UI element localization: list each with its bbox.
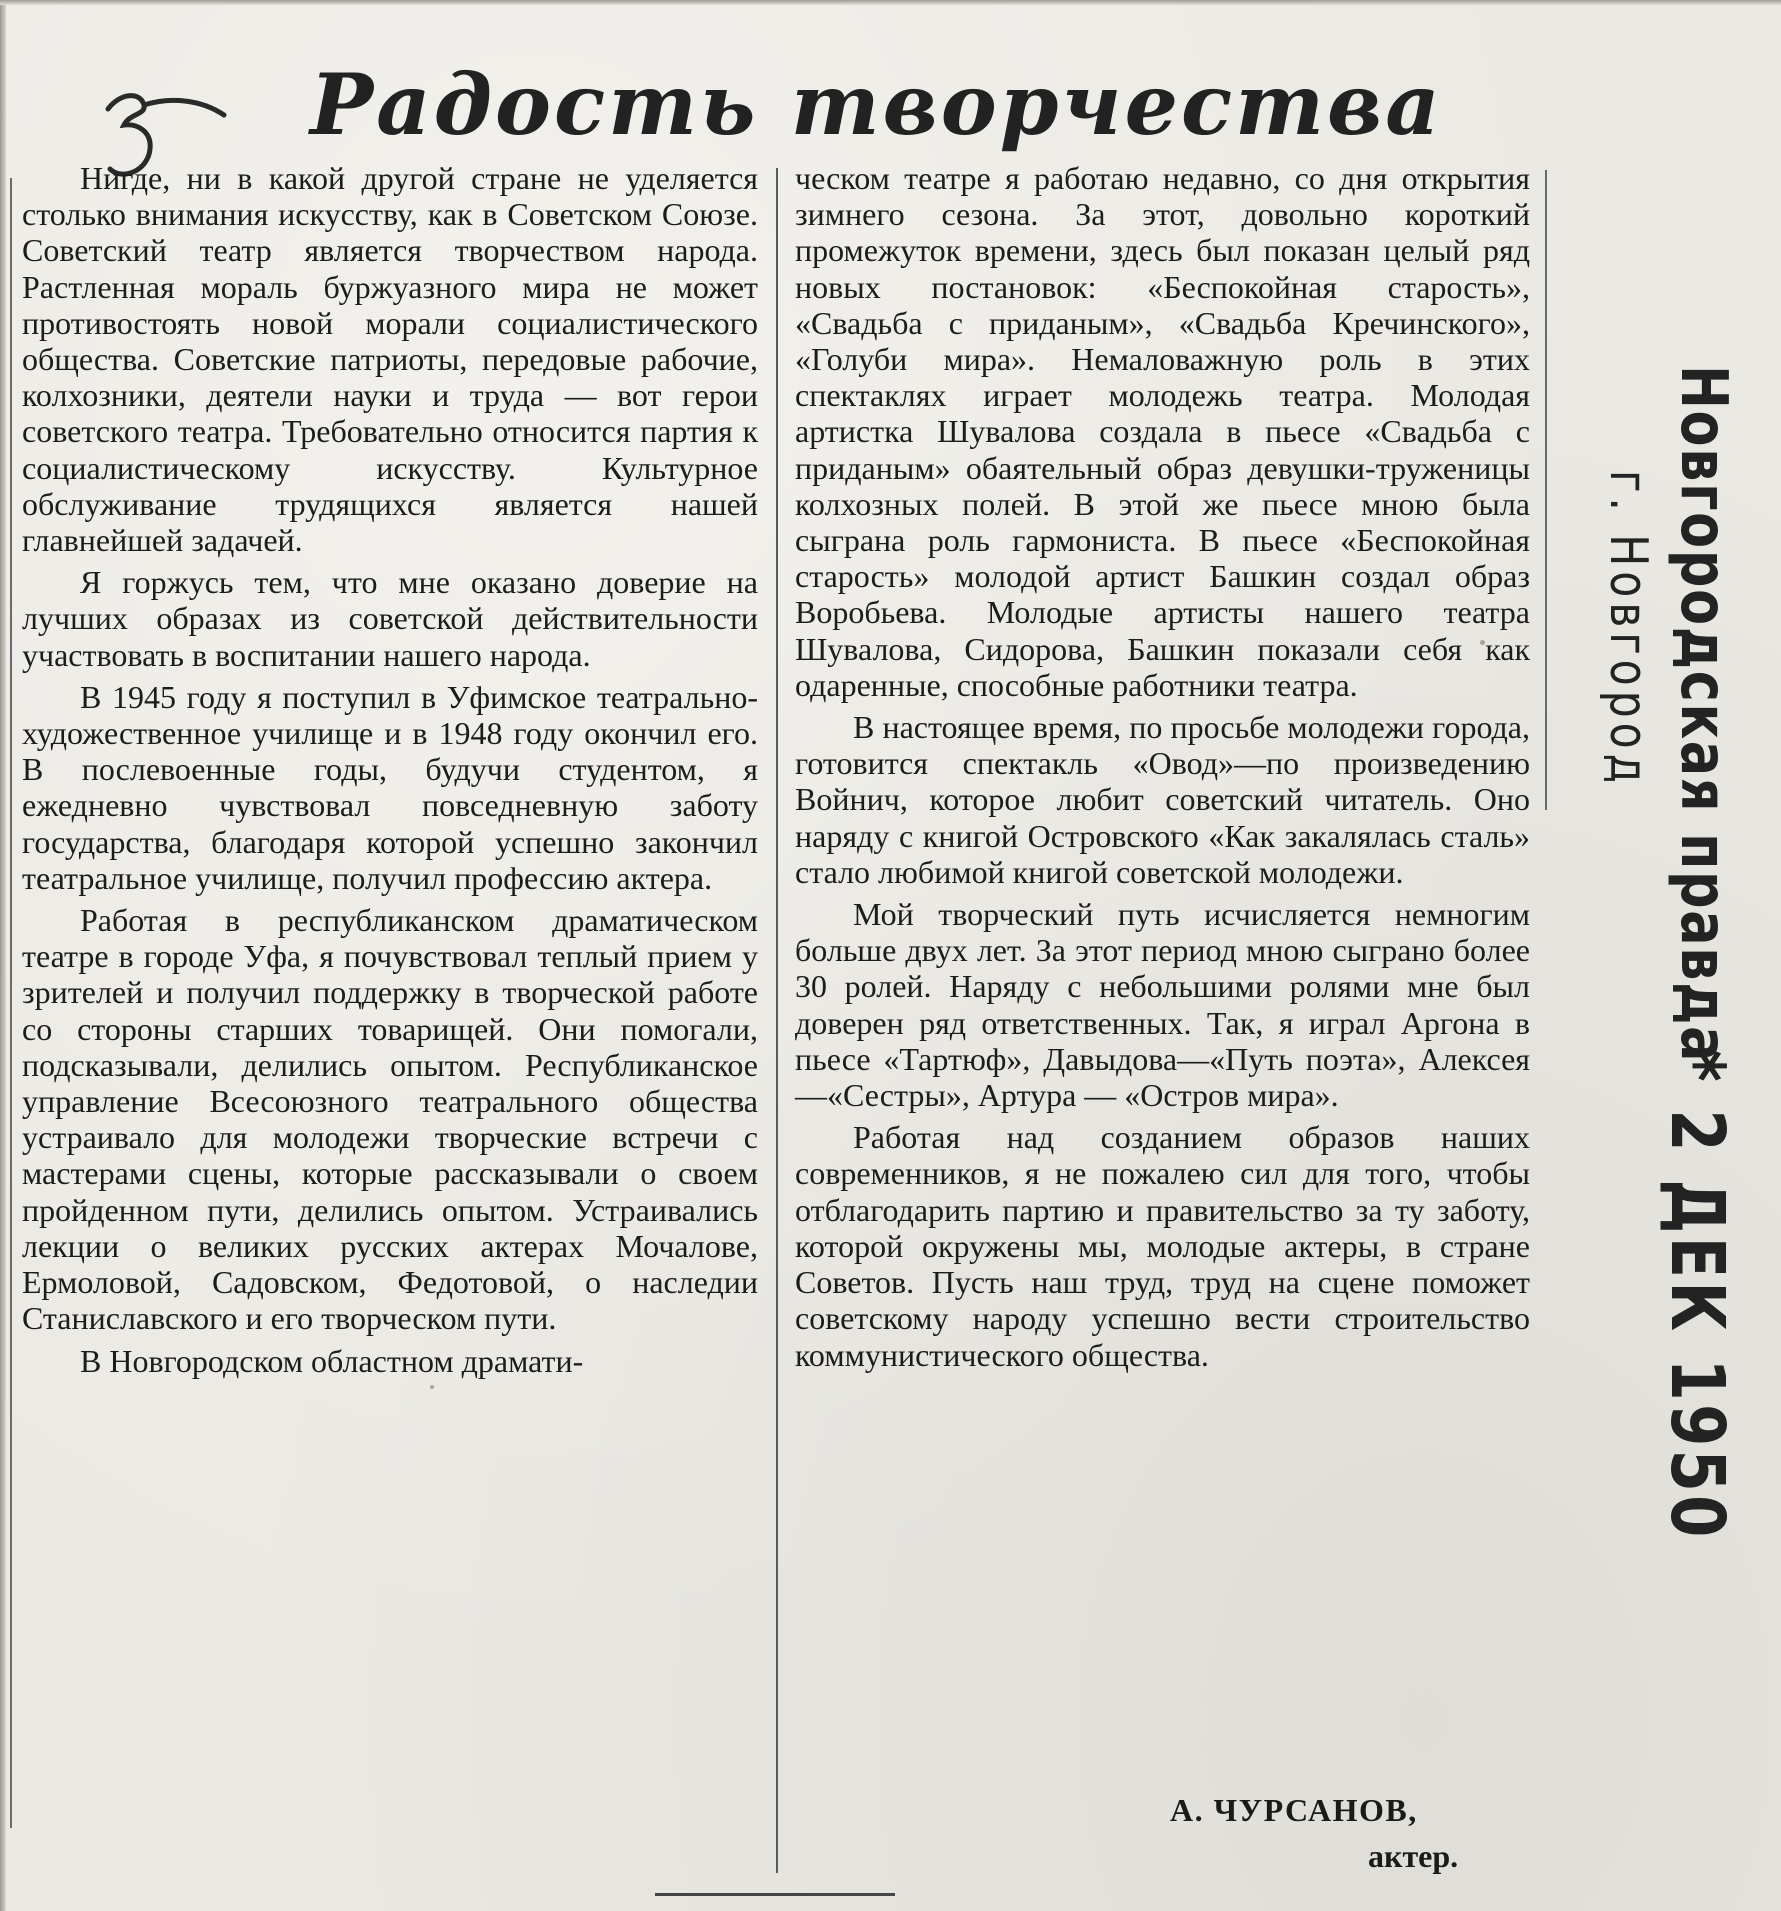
article-column-left [22,160,758,1385]
stamp-city: г. Новгород [1598,470,1658,789]
print-speck [1170,830,1176,836]
stamp-newspaper-name: Новгородская правда [1666,365,1740,1064]
paragraph: Работая в республиканском драматическом театре в городе Уфа, я почувствовал теплый прием у зрителей и получил поддержку в творческой работе со стороны старших товарищей. Они помогали, подсказывали, делились опытом. Республиканское управление Всесоюзного театрального общества устраивало для молодежи творческие встречи с мастерами сцены, которые рассказывали о своем пройденном пути, делились опытом. Устраивались лекции о великих русских актерах Мочалове, Ермоловой, Садовском, Федотовой, о наследии Станиславского и его творческом пути. [22,902,758,1337]
paragraph: В настоящее время, по просьбе молодежи города, готовится спектакль «Овод»—по произведению Войнич, которое любит советский читатель. Оно наряду с книгой Островского «Как закалялась сталь» стало любимой книгой советской молодежи. [795,709,1530,890]
paragraph: ческом театре я работаю недавно, со дня открытия зимнего сезона. За этот, довольно короткий промежуток времени, здесь был показан целый ряд новых постановок: «Беспокойная старость», «Свадьба с приданым», «Свадьба Кречинского», «Голуби мира». Немаловажную роль в этих спектаклях играет молодежь театра. Молодая артистка Шувалова создала в пьесе «Свадьба с приданым» обаятельный образ девушки-труженицы колхозных полей. В этой же пьесе мною была сыграна роль гармониста. В пьесе «Беспокойная старость» молодой артист Башкин создал образ Воробьева. Молодые артисты нашего театра Шувалова, Сидорова, Башкин показали себя как одаренные, способные работники театра. [795,160,1530,703]
print-speck [1480,640,1485,645]
scan-edge-left [0,0,6,1911]
article-column-right [795,160,1530,1379]
author-role: актер. [1368,1838,1459,1874]
archive-stamp [1560,330,1780,1541]
paragraph: Нигде, ни в какой другой стране не уделяется столько внимания искусству, как в Советском Союзе. Советский театр является творчеством народа. Растленная мораль буржуазного мира не может противостоять новой морали социалистического общества. Советские патриоты, передовые рабочие, колхозники, деятели науки и труда — вот герои советского театра. Требовательно относится партия к социалистическому искусству. Культурное обслуживание трудящихся является нашей главнейшей задачей. [22,160,758,559]
stamp-date: * 2 ДЕК 1950 [1654,1050,1740,1541]
paragraph: Работая над созданием образов наших современников, я не пожалею сил для того, чтобы отблагодарить партию и правительство за ту заботу, которой окружены мы, молодые актеры, в стране Советов. Пусть наш труд, труд на сцене поможет советскому народу успешно вести строительство коммунистического общества. [795,1119,1530,1373]
paragraph: В Новгородском областном драмати- [80,1342,584,1379]
bottom-rule [655,1893,895,1896]
paragraph: Мой творческий путь исчисляется немногим больше двух лет. За этот период мною сыграно более 30 ролей. Наряду с небольшими ролями мне был доверен ряд ответственных. Так, я играл Аргона в пьесе «Тартюф», Давыдова—«Путь поэта», Алексея—«Сестры», Артура — «Остров мира». [795,896,1530,1114]
column-divider [776,168,778,1873]
print-speck [430,1385,434,1389]
paragraph: Я горжусь тем, что мне оказано доверие на лучших образах из советской действительности участвовать в воспитании нашего народа. [22,564,758,673]
author-signature: А. ЧУРСАНОВ, [1170,1792,1418,1828]
right-border-rule [1545,170,1547,810]
paragraph: В 1945 году я поступил в Уфимское театрально-художественное училище и в 1948 году окончил его. В послевоенные годы, будучи студентом, я ежедневно чувствовал повседневную заботу государства, благодаря которой успешно закончил театральное училище, получил профессию актера. [22,678,758,896]
article-headline: Радость творчества [310,55,1443,154]
left-border-rule [10,178,12,1828]
scan-edge-top [0,0,1781,5]
